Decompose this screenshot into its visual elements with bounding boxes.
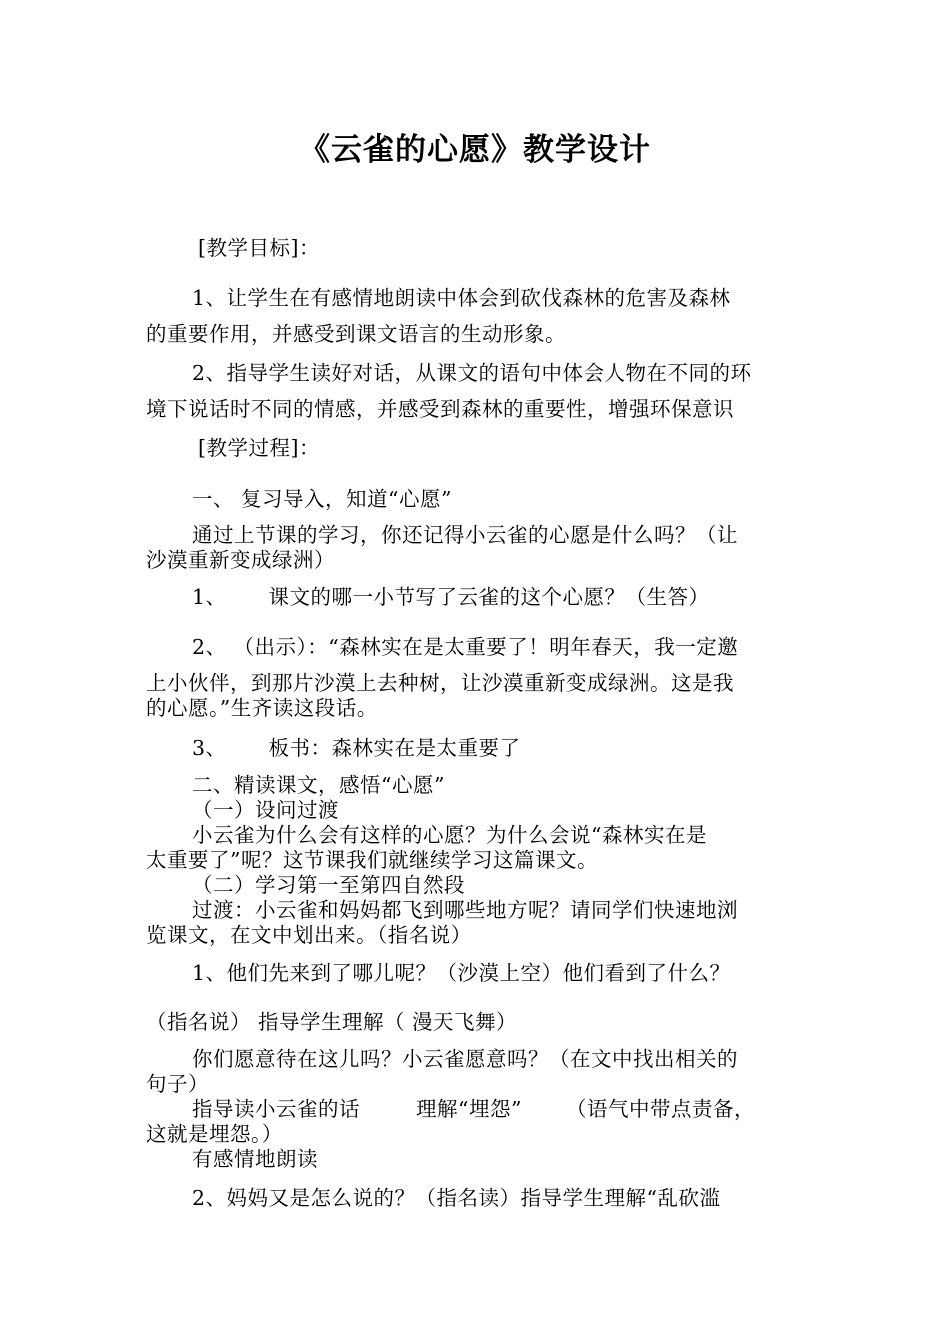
goal-heading: [教学目标]： [198,236,320,260]
question-2-line: 2、妈妈又是怎么说的？（指名读）指导学生理解“乱砍滥 [192,1186,721,1210]
subsection-1-heading: （一）设问过渡 [192,798,339,822]
item-text: 板书：森林实在是太重要了 [268,736,521,760]
item-number: 3、 [192,736,227,760]
goal-2-paragraph: 2、指导学生读好对话，从课文的语句中体会人物在不同的环 境下说话时不同的情感，并感受到森林的重要性，增强环保意识 [146,361,752,421]
subsection-2-heading: （二）学习第一至第四自然段 [192,873,465,897]
section-1-heading: 一、 复习导入，知道“心愿” [192,487,452,511]
process-heading: [教学过程]： [198,436,320,460]
question-1-followup: 你们愿意待在这儿吗？小云雀愿意吗？（在文中找出相关的 句子） 指导读小云雀的话 理解“埋怨” （语气中带点责备， 这就是埋怨。） 有感情地朗读 [146,1047,755,1171]
document-title: 《云雀的心愿》教学设计 [299,132,651,168]
question-1-answer: （指名说） 指导学生理解（ 漫天飞舞） [146,1010,518,1034]
section-1-item-1 [146,585,812,610]
section-1-intro: 通过上节课的学习，你还记得小云雀的心愿是什么吗？（让 沙漠重新变成绿洲） [146,523,738,572]
question-1-line: 1、他们先来到了哪儿呢？（沙漠上空）他们看到了什么？ [192,961,731,985]
item-text: 课文的哪一小节写了云雀的这个心愿？（生答） [268,585,710,609]
section-1-item-3 [146,736,812,761]
section-2-block: 二、精读课文，感悟“心愿” （一）设问过渡 小云雀为什么会有这样的心愿？为什么会说“森林实在是 太重要了”呢？这节课我们就继续学习这篇课文。 （二）学习第一至第四自然段 过渡：小云雀和妈妈都飞到哪些地方呢？请同学们快速地浏 览课文，在文中划出来。（指名说） [146,773,812,948]
section-1-item-2: 2、 （出示）：“森林实在是太重要了！明年春天，我一定邀 上小伙伴，到那片沙漠上去种树，让沙漠重新变成绿洲。这是我 的心愿。”生齐读这段话。 [146,635,739,720]
goal-1-paragraph: 1、让学生在有感情地朗读中体会到砍伐森林的危害及森林 的重要作用，并感受到课文语言的生动形象。 [146,286,731,346]
section-2-heading: 二、精读课文，感悟“心愿” [192,773,445,797]
item-number: 1、 [192,585,227,609]
